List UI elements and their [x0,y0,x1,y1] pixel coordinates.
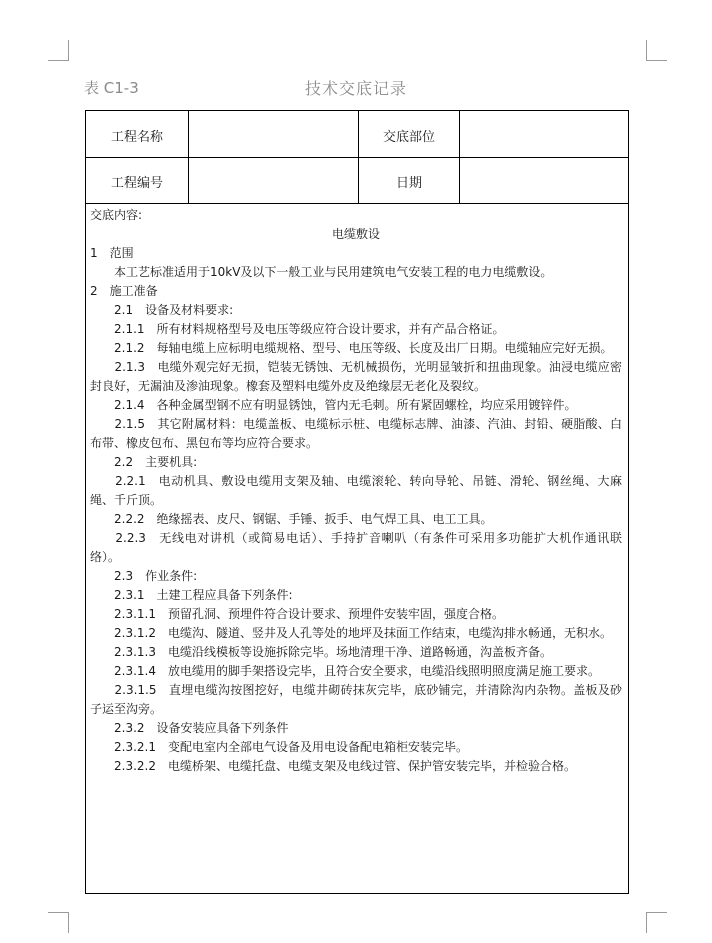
column-divider [459,111,460,203]
content-paragraph: 2.2.3 无线电对讲机（或简易电话）、手持扩音喇叭（有条件可采用多功能扩大机作通讯联络）。 [90,531,622,564]
content-area [90,206,622,776]
content-line: 2.1.4 各种金属型钢不应有明显锈蚀，管内无毛刺。所有紧固螺栓，均应采用镀锌件。 [90,398,577,412]
content-line: 2.1.1 所有材料规格型号及电压等级应符合设计要求，并有产品合格证。 [90,322,505,336]
column-divider [188,111,189,203]
crop-mark-top-right [646,40,667,61]
content-paragraph: 2.1.5 其它附属材料：电缆盖板、电缆标示桩、电缆标志牌、油漆、汽油、封铅、硬脂酸、白布带、橡皮包布、黑包布等均应符合要求。 [90,417,622,450]
content-line: 2.2 主要机具: [90,455,198,469]
content-line: 2.3.1.1 预留孔洞、预埋件符合设计要求、预埋件安装牢固，强度合格。 [90,607,504,621]
content-line: 1 范围 [90,246,134,260]
content-paragraph: 2.2.1 电动机具、敷设电缆用支架及轴、电缆滚轮、转向导轮、吊链、滑轮、钢丝绳、大麻绳、千斤顶。 [90,474,622,507]
content-line: 2.2.2 绝缘摇表、皮尺、钢锯、手锤、扳手、电气焊工具、电工工具。 [90,512,493,526]
content-line: 2 施工准备 [90,284,158,298]
location-label: 交底部位 [382,130,435,145]
content-line: 本工艺标准适用于10kV及以下一般工业与民用建筑电气安装工程的电力电缆敷设。 [90,265,553,279]
content-line: 2.3 作业条件: [90,569,198,583]
content-line: 2.3.1 土建工程应具备下列条件: [90,588,293,602]
row-divider [86,203,628,204]
date-label: 日期 [395,176,422,191]
content-heading: 电缆敷设 [331,227,380,241]
crop-mark-bottom-left [48,912,69,933]
document-title: 技术交底记录 [304,79,407,98]
content-line: 2.3.1.3 电缆沿线模板等设施拆除完毕。场地清理干净、道路畅通，沟盖板齐备。 [90,645,552,659]
content-label: 交底内容: [90,208,143,222]
content-line: 2.3.2.1 变配电室内全部电气设备及用电设备配电箱柜安装完毕。 [90,740,468,754]
crop-mark-top-left [48,40,69,61]
record-table [85,110,629,894]
content-line: 2.3.2.2 电缆桥架、电缆托盘、电缆支架及电线过管、保护管安装完毕，并检验合格。 [90,759,576,773]
content-line: 2.3.1.2 电缆沟、隧道、竖井及人孔等处的地坪及抹面工作结束，电缆沟排水畅通，无积水。 [90,626,612,640]
content-line: 2.3.1.4 放电缆用的脚手架搭设完毕，且符合安全要求，电缆沿线照明照度满足施工要求。 [90,664,600,678]
row-divider [86,157,628,158]
content-paragraph: 2.1.3 电缆外观完好无损，铠装无锈蚀、无机械损伤，光明显皱折和扭曲现象。油浸电缆应密封良好，无漏油及渗油现象。橡套及塑料电缆外皮及绝缘层无老化及裂纹。 [90,360,622,393]
content-line: 2.3.2 设备安装应具备下列条件 [90,721,289,735]
form-number: 表 C1-3 [84,79,139,97]
project-no-label: 工程编号 [110,176,163,191]
content-line: 2.1 设备及材料要求: [90,303,234,317]
project-name-label: 工程名称 [110,130,163,145]
content-paragraph: 2.3.1.5 直埋电缆沟按图挖好，电缆井砌砖抹灰完毕，底砂铺完，并清除沟内杂物。盖板及砂子运至沟旁。 [90,683,622,716]
content-line: 2.1.2 每轴电缆上应标明电缆规格、型号、电压等级、长度及出厂日期。电缆轴应完好无损。 [90,341,613,355]
crop-mark-bottom-right [646,912,667,933]
